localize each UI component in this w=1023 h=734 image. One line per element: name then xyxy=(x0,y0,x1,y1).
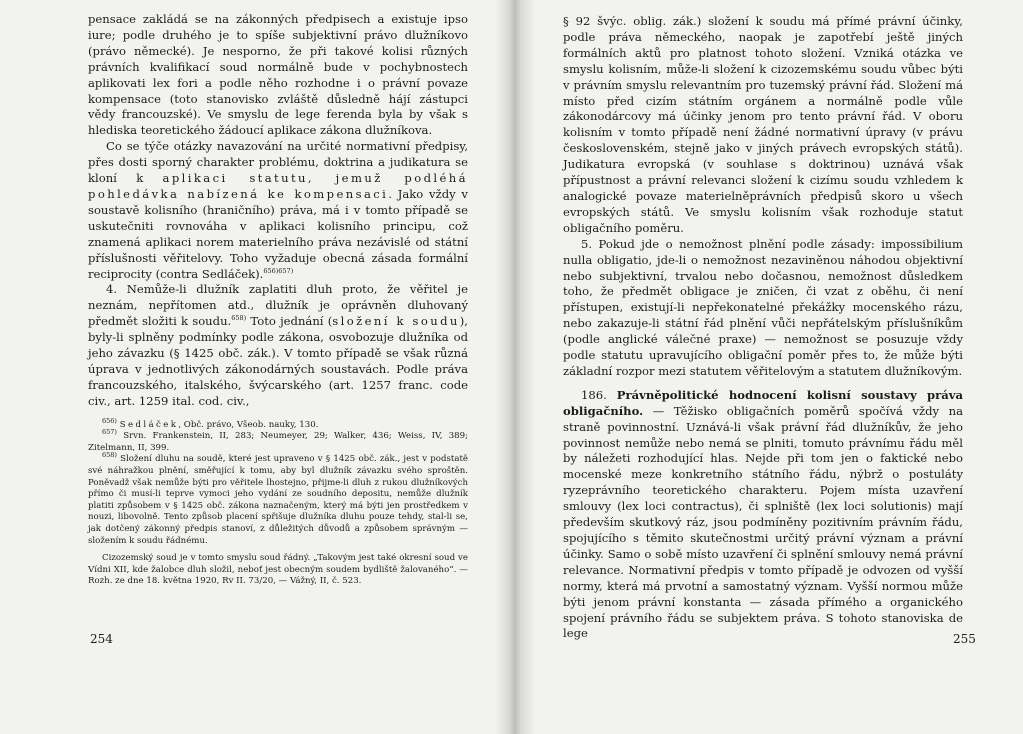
emphasis-spaced: aplikaci statutu, jemuž podléhá pohledávka nabízená ke kompensaci xyxy=(88,171,468,201)
section-heading: Právněpolitické hodnocení kolisní soustavy práva obligačního. xyxy=(563,387,963,418)
left-page xyxy=(0,0,505,734)
footnote-ref: 656)657) xyxy=(263,266,294,275)
emphasis-spaced: složení k soudu xyxy=(332,314,460,329)
right-page xyxy=(525,0,1023,734)
left-paragraph-1: pensace zakládá se na zákonných předpisech a existuje ipso iure; podle druhého je to spíše subjektivní právo dlužníkovo (právo německé). Je nesporno, že při takové kolisi různých právních kvalifikací soud normálně bude v pochybnostech aplikovati lex fori a podle něho rozhodne i o právní povaze kompensace (toto stanovisko zvláště důsledně hájí zástupci vědy francouzské). Ve smyslu de lege ferenda byla by však s hlediska teoretického žádoucí aplikace zákona dlužníkova. xyxy=(88,12,468,138)
left-text-column xyxy=(88,12,468,588)
footnotes xyxy=(88,416,469,588)
left-paragraph-3: 4. Nemůže-li dlužník zaplatiti dluh proto, že věřitel je neznám, nepřítomen atd., dlužník je oprávněn dluhovaný předmět složiti k soudu.$^{658)}$ Toto jednání (složení k soudu), byly-li splněny podmínky podle zákona, osvobozuje dlužníka od jeho závazku (§ 1425 obč. zák.). V tomto případě se však různá úprava v jednotlivých zákonodárných soustavách. Podle práva francouzského, italského, švýcarského (art. 1257 franc. code civ., art. 1259 ital. cod. civ., xyxy=(88,282,468,408)
right-text-column xyxy=(563,14,963,642)
section-186: 186. Právněpolitické hodnocení kolisní soustavy práva obligačního. — Těžisko obligačních poměrů spočívá vždy na straně povinnostní. Uznává-li však právní řád dlužníkův, že jeho povinnost nemůže nebo nemá se plniti, tomuto právnímu řádu měl by náležeti rozhodující hlas. Nejde při tom jen o faktické nebo mocenské meze konkretního státního řádu, nýbrž o postuláty ryzeprávního teoretického charakteru. Pojem místa uzavření smlouvy (lex loci contractus), či splniště (lex loci solutionis) mají především skutkový ráz, jsou podmíněny pozitivním právním řádu, spojujícího s těmito skutečnostmi určitý právní význam a právní účinky. Samo o sobě místo uzavření či splnění smlouvy nemá právní relevance. Normativní předpis v tomto případě je odvozen od vyšší normy, která má prvotní a samostatný význam. Vyšší normou může býti jenom právní konstanta — zásada přímého a organického spojení právního řádu se subjektem práva. S tohoto stanoviska de lege xyxy=(563,387,963,641)
footnote-ref: 658) xyxy=(231,314,247,323)
page-number-left: 254 xyxy=(90,632,113,646)
page-number-right: 255 xyxy=(953,632,976,646)
left-paragraph-2: Co se týče otázky navazování na určité normativní předpisy, přes dosti sporný charakter problému, doktrina a judikatura se kloní k aplikaci statutu, jemuž podléhá pohledávka nabízená ke kompensaci. Jako vždy v soustavě kolisního (hraničního) práva, má i v tomto případě se uskutečniti rovnováha v aplikaci kolisního principu, což znamená aplikaci norem materielního práva nezávislé od státní příslušnosti věřitelovy. Toho vyžaduje obecná zásada formální reciprocity (contra Sedláček).$^{656)657)}$ xyxy=(88,139,468,281)
footnote-quote: Cizozemský soud je v tomto smyslu soud řádný. „Takovým jest také okresní soud ve Vídni XII, kde žalobce dluh složil, neboť jest obecným soudem bydliště žalovaného“. — Rozh. ze dne 18. května 1920, Rv II. 73/20, — Vážný, II, č. 523. xyxy=(88,553,468,587)
footnote-658: $^{658)}$ Složení dluhu na soudě, které jest upraveno v § 1425 obč. zák., jest v podstatě své náhražkou plnění, směřující k tomu, aby byl dlužník závazku svého sproštěn. Poněvadž však nemůže býti pro věřitele lhostejno, přijme-li dluh z rukou dlužníkových přímo či musí-li teprve vymoci jeho vydání ze soudního depositu, nemůže dlužník platiti způsobem v § 1425 obč. zákona naznačeným, který má býti jen prostředkem v nouzi, libovolně. Tento způsob placení spřišuje dlužníka dluhu pouze tehdy, stal-li se, jak dotčený zákonný předpis stanoví, z důležitých důvodů a způsobem správným — složením k soudu řádnému. xyxy=(88,451,469,546)
footnote-657: $^{657)}$ Srvn. Frankenstein, II, 283; Neumeyer, 29; Walker, 436; Weiss, IV, 389; Zitelmann, II, 399. xyxy=(88,428,469,453)
right-paragraph-2: 5. Pokud jde o nemožnost plnění podle zásady: impossibilium nulla obligatio, jde-li o nemožnost nezaviněnou náhodou objektivní nebo subjektivní, trvalou nebo dočasnou, nemožnost důsledkem toho, že předmět obligace je zničen, či vzat z oběhu, či není přístupen, existují-li nepřekonatelné překážky mocenského rázu, nebo zakazuje-li státní řád plnění vůči nepřátelským příslušníkům (podle anglické válečné praxe) — nemožnost se posuzuje vždy podle statutu upravujícího obligační poměr přes to, že může býti základní rozpor mezi statutem věřitelovým a statutem dlužníkovým. xyxy=(563,236,963,378)
footnote-656: $^{656)}$ Sedláček, Obč. právo, Všeob. nauky, 130. xyxy=(102,416,319,430)
right-paragraph-1: § 92 švýc. oblig. zák.) složení k soudu má přímé právní účinky, podle práva německého, naopak je zapotřebí ještě jiných formálních aktů pro platnost tohoto složení. Vzniká otázka ve smyslu kolisním, může-li složení k cizozemskému soudu vůbec býti v právním smyslu relevantním pro tuzemský právní řád. Složení má místo před cizím státním orgánem a normálně podle vůle zákonodárcovy má účinky jenom pro tento právní řád. V oboru kolisním v tomto případě není žádné normativní úpravy (v právu československém, stejně jako v jiných právech evropských států). Judikatura evropská (v souhlase s doktrinou) uznává však přípustnost a právní relevanci složení k cizímu soudu vzhledem k analogické povaze materielněprávních předpisů skoro u všech evropských států. Ve smyslu kolisním však rozhoduje statut obligačního poměru. xyxy=(563,14,963,235)
